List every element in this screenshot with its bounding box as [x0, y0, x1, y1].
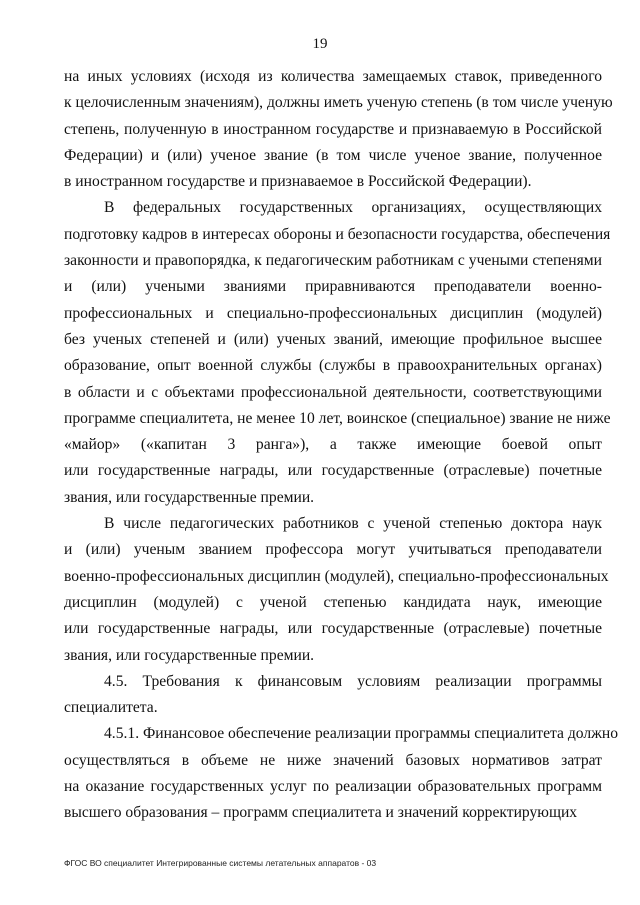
paragraph — [64, 511, 609, 669]
text-line: на иных условиях (исходя из количества замещаемых ставок, приведенного — [64, 68, 602, 85]
document-body — [64, 64, 619, 827]
paragraph — [64, 64, 613, 195]
text-line: звания, или государственные премии. — [64, 646, 315, 664]
page-number: 19 — [312, 36, 328, 52]
text-line: законности и правопорядка, к педагогическим работникам с учеными степенями — [64, 252, 602, 270]
text-line: степень, полученную в иностранном государстве и признаваемую в Российской — [64, 120, 602, 138]
text-line: осуществляться в объеме не ниже значений базовых нормативов затрат — [64, 751, 602, 769]
text-line: «майор» («капитан 3 ранга»), а также имеющие боевой опыт — [64, 436, 602, 454]
text-line: высшего образования – программ специалитета и значений корректирующих — [64, 804, 578, 822]
text-line: или государственные награды, или государственные (отраслевые) почетные — [64, 462, 602, 480]
text-line: 4.5.1. Финансовое обеспечение реализации программы специалитета должно — [104, 725, 619, 743]
text-line: военно-профессиональных дисциплин (модулей), специально-профессиональных — [64, 567, 609, 585]
paragraph — [64, 721, 619, 826]
text-line: и (или) ученым званием профессора могут учитываться преподаватели — [64, 541, 602, 559]
text-line: программе специалитета, не менее 10 лет, воинское (специальное) звание не ниже — [64, 409, 611, 427]
text-line: 4.5. Требования к финансовым условиям реализации программы — [104, 672, 602, 690]
text-line: Федерации) и (или) ученое звание (в том числе ученое звание, полученное — [64, 146, 602, 164]
text-line: в иностранном государстве и признаваемое в Российской Федерации). — [64, 173, 532, 191]
paragraph — [64, 195, 611, 511]
text-line: дисциплин (модулей) с ученой степенью кандидата наук, имеющие — [64, 593, 602, 611]
text-line: или государственные награды, или государственные (отраслевые) почетные — [64, 620, 602, 638]
text-line: на оказание государственных услуг по реализации образовательных программ — [64, 778, 602, 796]
paragraph — [64, 669, 602, 722]
text-line: к целочисленным значениям), должны иметь ученую степень (в том числе ученую — [64, 94, 613, 112]
page-footer: ФГОС ВО специалитет Интегрированные системы летательных аппаратов - 03 — [64, 858, 377, 868]
text-line: специалитета. — [64, 699, 158, 717]
text-line: В федеральных государственных организациях, осуществляющих — [104, 199, 602, 217]
text-line: и (или) учеными званиями приравниваются преподаватели военно- — [64, 278, 602, 296]
text-line: подготовку кадров в интересах обороны и безопасности государства, обеспечения — [64, 225, 611, 243]
text-line: в области и с объектами профессиональной деятельности, соответствующими — [64, 383, 602, 401]
text-line: профессиональных и специально-профессиональных дисциплин (модулей) — [64, 304, 602, 322]
text-line: без ученых степеней и (или) ученых званий, имеющие профильное высшее — [64, 330, 602, 348]
text-line: образование, опыт военной службы (службы в правоохранительных органах) — [64, 357, 602, 375]
paragraph-list — [64, 64, 619, 827]
text-line: В числе педагогических работников с ученой степенью доктора наук — [104, 515, 602, 533]
text-line: звания, или государственные премии. — [64, 488, 315, 506]
